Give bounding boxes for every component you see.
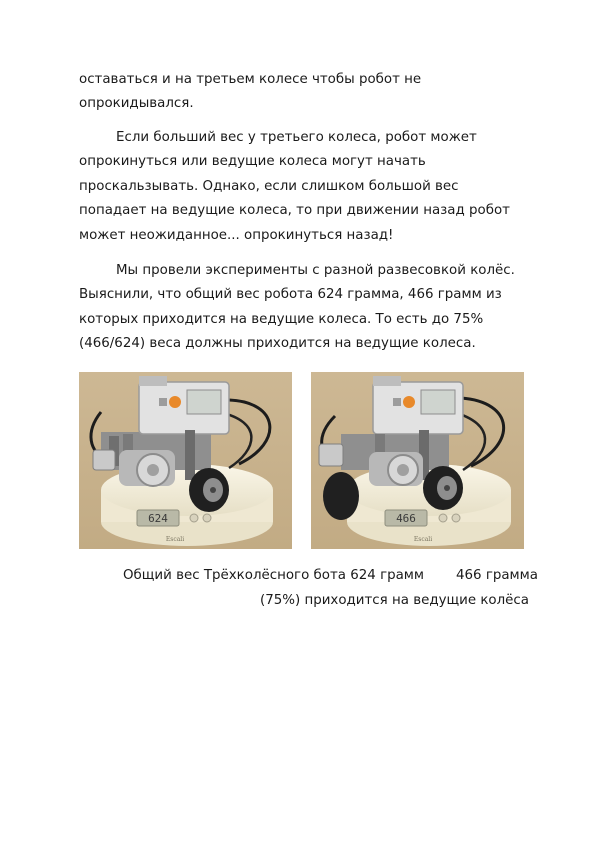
paragraph-2 [79,126,531,248]
scale-brand: Escali [165,536,185,543]
scale-brand: Escali [413,536,433,543]
paragraph-line: оставаться и на третьем колесе чтобы робот не [79,72,422,87]
paragraph-3 [79,259,531,357]
robot-on-scale-photo [311,372,524,549]
paragraph-line: которых приходится на ведущие колеса. То есть до 75% [79,311,484,327]
robot-scale-photo-left [79,372,292,549]
paragraph-line: может неожиданное... опрокинуться назад! [79,227,394,243]
caption-left: Общий вес Трёхколёсного бота 624 грамм [123,568,425,583]
paragraph-line: опрокинуться или ведущие колеса могут начать [79,154,426,170]
paragraph-line: проскальзывать. Однако, если слишком большой вес [79,178,459,194]
paragraph-line: опрокидывался. [79,96,194,112]
paragraph-1 [79,68,531,117]
paragraph-line: Мы провели эксперименты с разной развесовкой колёс. [116,263,515,278]
caption-right-line-1: 466 грамма [456,568,538,583]
scale-display: 466 [396,512,416,525]
paragraph-line: попадает на ведущие колеса, то при движении назад робот [79,203,510,219]
paragraph-line: Выяснили, что общий вес робота 624 грамма, 466 грамм из [79,287,502,303]
scale-display: 624 [148,512,168,525]
caption-right-line-2: (75%) приходится на ведущие колёса [260,593,529,608]
robot-scale-photo-right [311,372,524,549]
paragraph-line: (466/624) веса должны приходится на ведущие колеса. [79,336,476,352]
robot-on-scale-photo [79,372,292,549]
paragraph-line: Если больший вес у третьего колеса, робот может [116,130,477,145]
